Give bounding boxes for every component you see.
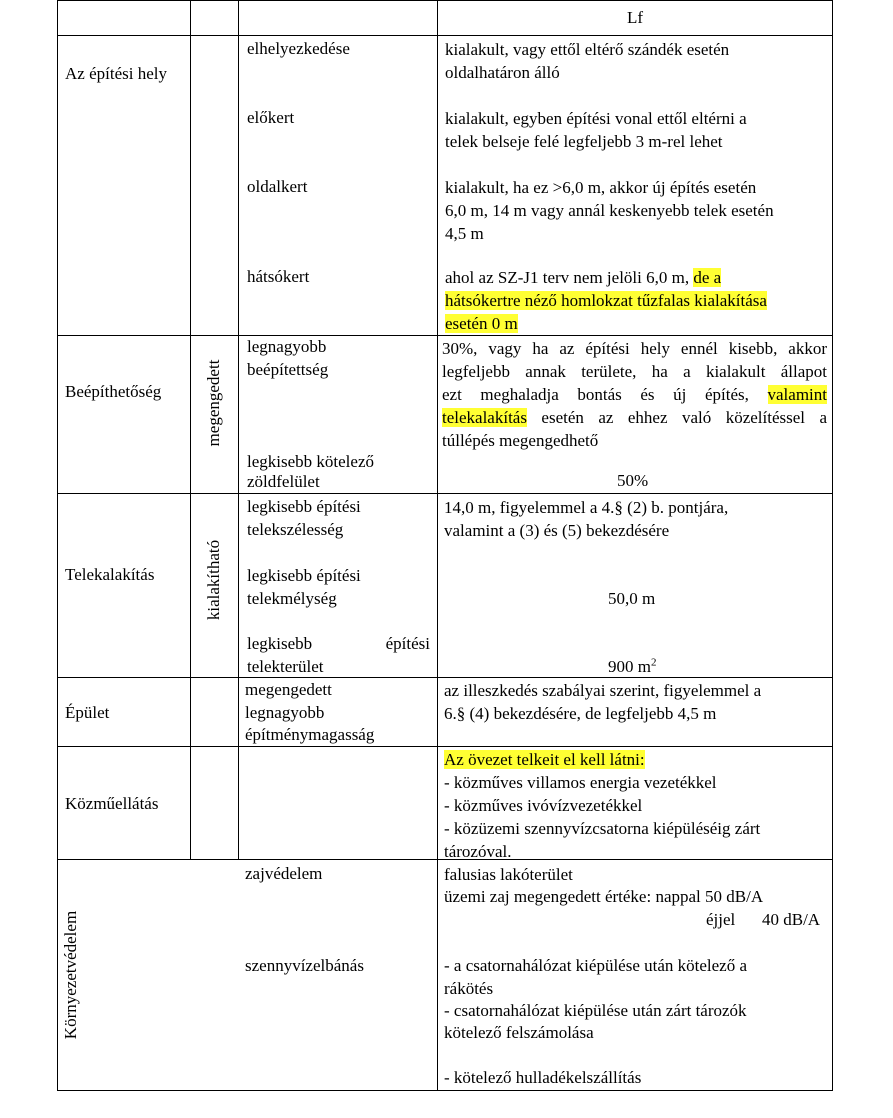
column-divider: [238, 0, 239, 860]
table-border-bottom: [57, 1090, 833, 1091]
value-min-green: 50%: [617, 471, 649, 490]
value-rear-yard-line1: [445, 266, 721, 289]
label-front-yard: előkert: [247, 108, 295, 127]
value-placement-line2: oldalhatáron álló: [445, 63, 560, 82]
column-divider: [437, 0, 438, 1091]
label-max-height-line3: építménymagasság: [245, 725, 375, 744]
row-divider: [57, 677, 833, 678]
value-max-coverage-highlight-4: telekalakítás: [442, 408, 527, 427]
label-wastewater: szennyvízelbánás: [245, 956, 364, 975]
value-min-area-number: 900 m: [608, 657, 651, 676]
label-max-coverage-line2: beépítettség: [247, 360, 329, 379]
label-rear-yard: hátsókert: [247, 267, 310, 286]
value-side-yard-line2: 6,0 m, 14 m vagy annál keskenyebb telek esetén: [445, 201, 774, 220]
label-max-height-line2: legnagyobb: [245, 703, 325, 722]
value-wastewater-line5: - kötelező hulladékelszállítás: [444, 1068, 642, 1087]
table-border-top: [57, 0, 833, 1]
row-divider: [57, 493, 833, 494]
value-max-height-line1: az illeszkedés szabályai szerint, figyelemmel a: [444, 681, 762, 700]
label-min-width-line2: telekszélesség: [247, 520, 344, 539]
value-rear-yard-highlight-2: hátsókertre néző homlokzat tűzfalas kialakítása: [445, 291, 767, 310]
sub-title-formable: kialakítható: [204, 539, 223, 621]
utilities-item: - közműves villamos energia vezetékkel: [444, 773, 717, 792]
label-min-depth-line2: telekmélység: [247, 589, 337, 608]
label-min-area-line2: telekterület: [247, 657, 324, 676]
section-title-environment: Környezetvédelem: [61, 910, 80, 1040]
section-title-utilities: Közműellátás: [65, 794, 159, 813]
value-max-coverage-plain-3: ezt meghaladja bontás és új építés,: [442, 385, 768, 404]
value-wastewater-line3: - csatornahálózat kiépülése után zárt tározók: [444, 1001, 747, 1020]
value-wastewater-line2: rákötés: [444, 979, 494, 998]
label-max-coverage-line1: legnagyobb: [247, 337, 327, 356]
value-min-width-line2: valamint a (3) és (5) bekezdésére: [444, 521, 670, 540]
value-wastewater-line1: - a csatornahálózat kiépülése után kötelező a: [444, 956, 748, 975]
label-min-green-line1: legkisebb kötelező: [247, 452, 374, 471]
utilities-intro: [444, 748, 645, 771]
table-border-left: [57, 0, 58, 1091]
value-rear-yard-line3: [445, 312, 518, 335]
utilities-item: - közüzemi szennyvízcsatorna kiépüléséig zárt: [444, 819, 761, 838]
value-max-coverage-line5: túllépés megengedhető: [442, 431, 599, 450]
value-min-depth: 50,0 m: [608, 589, 656, 608]
value-max-coverage-line3: [442, 383, 827, 406]
zone-header: Lf: [627, 8, 644, 27]
value-max-coverage-line4: [442, 406, 827, 429]
section-title-plot: Telekalakítás: [65, 565, 155, 584]
row-divider: [57, 746, 833, 747]
value-rear-yard-plain: ahol az SZ-J1 terv nem jelöli 6,0 m,: [445, 268, 694, 287]
value-rear-yard-highlight-3: esetén 0 m: [445, 314, 518, 333]
value-noise-night-label: éjjel: [706, 910, 736, 929]
value-noise-line1: falusias lakóterület: [444, 865, 573, 884]
label-max-height-line1: megengedett: [245, 680, 332, 699]
label-placement: elhelyezkedése: [247, 39, 350, 58]
label-min-green-line2: zöldfelület: [247, 472, 320, 491]
label-noise-protection: zajvédelem: [245, 864, 323, 883]
utilities-intro-highlight: Az övezet telkeit el kell látni:: [444, 750, 645, 769]
value-noise-line2: üzemi zaj megengedett értéke: nappal 50 dB/A: [444, 887, 764, 906]
utilities-item: tározóval.: [444, 842, 512, 861]
utilities-item: - közműves ivóvízvezetékkel: [444, 796, 643, 815]
value-max-coverage-highlight-3: valamint: [767, 385, 827, 404]
value-side-yard-line1: kialakult, ha ez >6,0 m, akkor új építés esetén: [445, 178, 757, 197]
value-max-coverage-line2: legfeljebb annak területe, ha a kialakult állapot: [442, 362, 827, 381]
label-min-depth-line1: legkisebb építési: [247, 566, 361, 585]
value-rear-yard-highlight-1: de a: [693, 268, 722, 287]
column-divider: [190, 0, 191, 860]
label-min-area-line1: legkisebb építési: [247, 634, 430, 653]
row-divider: [57, 35, 833, 36]
value-max-coverage-line1: 30%, vagy ha az építési hely ennél kisebb, akkor: [442, 339, 827, 358]
value-side-yard-line3: 4,5 m: [445, 224, 484, 243]
value-max-height-line2: 6.§ (4) bekezdésére, de legfeljebb 4,5 m: [444, 704, 717, 723]
value-placement-line1: kialakult, vagy ettől eltérő szándék esetén: [445, 40, 730, 59]
value-min-area-unit-exponent: 2: [650, 656, 657, 669]
section-title-building: Épület: [65, 703, 110, 722]
label-side-yard: oldalkert: [247, 177, 308, 196]
value-rear-yard-line2: [445, 289, 767, 312]
value-wastewater-line4: kötelező felszámolása: [444, 1023, 594, 1042]
sub-title-allowed: megengedett: [204, 359, 223, 447]
value-max-coverage-plain-4: esetén az ehhez való közelítéssel a: [526, 408, 827, 427]
section-title-site: Az építési hely: [65, 64, 167, 83]
value-front-yard-line1: kialakult, egyben építési vonal ettől eltérni a: [445, 109, 747, 128]
value-min-area: [608, 655, 656, 678]
value-front-yard-line2: telek belseje felé legfeljebb 3 m-rel lehet: [445, 132, 723, 151]
label-min-width-line1: legkisebb építési: [247, 497, 361, 516]
value-noise-night-value: 40 dB/A: [762, 910, 821, 929]
section-title-buildability: Beépíthetőség: [65, 382, 162, 401]
value-min-width-line1: 14,0 m, figyelemmel a 4.§ (2) b. pontjára,: [444, 498, 729, 517]
row-divider: [57, 335, 833, 336]
table-border-right: [832, 0, 833, 1091]
